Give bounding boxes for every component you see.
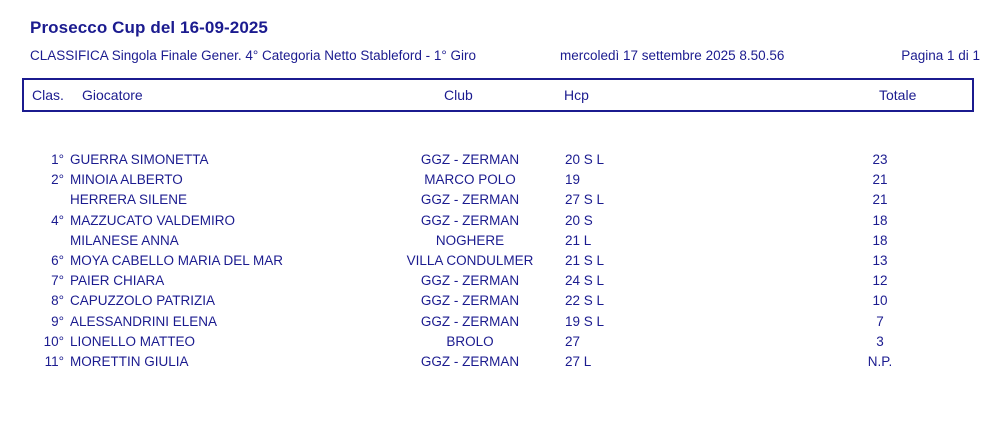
cell-player: MILANESE ANNA xyxy=(70,232,179,248)
cell-club: GGZ - ZERMAN xyxy=(420,353,520,369)
table-header xyxy=(22,78,974,112)
column-header-player: Giocatore xyxy=(82,87,143,103)
cell-total: 23 xyxy=(872,152,888,167)
cell-hcp: 22 S L xyxy=(565,293,605,309)
cell-hcp: 19 S L xyxy=(565,313,605,329)
cell-player: MOYA CABELLO MARIA DEL MAR xyxy=(70,252,284,268)
cell-hcp: 24 S L xyxy=(565,273,605,289)
table-row xyxy=(0,192,1000,212)
cell-player: MINOIA ALBERTO xyxy=(70,172,183,188)
cell-hcp: 27 xyxy=(565,333,581,349)
document-subheader xyxy=(0,48,1000,66)
cell-hcp: 27 S L xyxy=(565,192,605,208)
cell-player: LIONELLO MATTEO xyxy=(70,333,196,349)
cell-hcp: 20 S L xyxy=(565,152,605,167)
column-header-hcp: Hcp xyxy=(564,87,589,103)
cell-total: 12 xyxy=(872,273,888,289)
cell-hcp: 21 L xyxy=(565,232,592,248)
table-row xyxy=(0,354,1000,374)
cell-total: 18 xyxy=(872,232,888,248)
table-row xyxy=(0,213,1000,233)
cell-club: NOGHERE xyxy=(435,232,505,248)
cell-player: ALESSANDRINI ELENA xyxy=(70,313,218,329)
cell-total: N.P. xyxy=(867,353,893,369)
cell-hcp: 20 S xyxy=(565,212,593,228)
cell-club: MARCO POLO xyxy=(424,172,516,188)
page-indicator: Pagina 1 di 1 xyxy=(901,48,980,63)
table-row xyxy=(0,253,1000,273)
table-row xyxy=(0,293,1000,313)
cell-total: 21 xyxy=(872,172,888,188)
cell-club: VILLA CONDULMER xyxy=(406,252,534,268)
cell-total: 10 xyxy=(872,293,888,309)
cell-total: 13 xyxy=(872,252,888,268)
cell-player: HERRERA SILENE xyxy=(70,192,188,208)
table-row xyxy=(0,233,1000,253)
cell-total: 21 xyxy=(872,192,888,208)
print-timestamp: mercoledì 17 settembre 2025 8.50.56 xyxy=(560,48,785,63)
classification-subtitle: CLASSIFICA Singola Finale Gener. 4° Categoria Netto Stableford - 1° Giro xyxy=(30,48,477,63)
cell-total: 3 xyxy=(876,333,884,349)
cell-club: GGZ - ZERMAN xyxy=(420,192,520,208)
column-header-club: Club xyxy=(444,87,473,103)
table-row xyxy=(0,172,1000,192)
cell-position: 2° xyxy=(51,172,64,188)
cell-player: MAZZUCATO VALDEMIRO xyxy=(70,212,236,228)
cell-club: GGZ - ZERMAN xyxy=(420,152,520,167)
table-row xyxy=(0,273,1000,293)
cell-total: 7 xyxy=(876,313,884,329)
results-table-body xyxy=(0,152,1000,374)
cell-club: GGZ - ZERMAN xyxy=(420,293,520,309)
table-row xyxy=(0,314,1000,334)
cell-position: 4° xyxy=(51,212,64,228)
table-row xyxy=(0,334,1000,354)
cell-hcp: 27 L xyxy=(565,353,592,369)
cell-club: GGZ - ZERMAN xyxy=(420,313,520,329)
cell-total: 18 xyxy=(872,212,888,228)
cell-player: MORETTIN GIULIA xyxy=(70,353,189,369)
cell-player: GUERRA SIMONETTA xyxy=(70,152,209,167)
cell-position: 6° xyxy=(51,252,64,268)
cell-club: GGZ - ZERMAN xyxy=(420,212,520,228)
column-header-position: Clas. xyxy=(32,87,64,103)
table-row xyxy=(0,152,1000,172)
cell-position: 8° xyxy=(51,293,64,309)
cell-player: PAIER CHIARA xyxy=(70,273,165,289)
page-title: Prosecco Cup del 16-09-2025 xyxy=(30,18,268,37)
column-header-total: Totale xyxy=(879,87,917,103)
cell-club: BROLO xyxy=(446,333,494,349)
cell-hcp: 21 S L xyxy=(565,252,605,268)
cell-position: 7° xyxy=(51,273,64,289)
cell-position: 1° xyxy=(51,152,64,167)
cell-position: 9° xyxy=(51,313,64,329)
cell-position: 10° xyxy=(43,333,64,349)
cell-club: GGZ - ZERMAN xyxy=(420,273,520,289)
cell-player: CAPUZZOLO PATRIZIA xyxy=(70,293,216,309)
cell-hcp: 19 xyxy=(565,172,581,188)
cell-position: 11° xyxy=(44,353,64,369)
